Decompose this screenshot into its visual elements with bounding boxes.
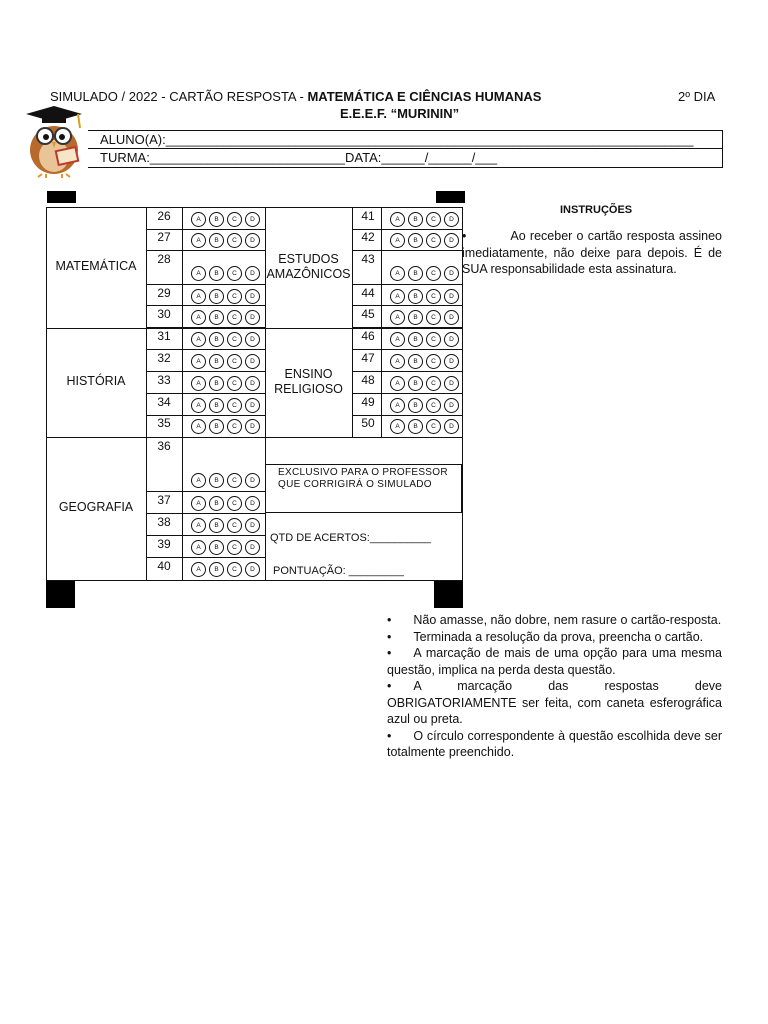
answer-bubble[interactable]: A [390, 310, 405, 325]
student-name-field[interactable]: ALUNO(A):_________________________________________________________________________ [100, 132, 694, 147]
subject-historia: HISTÓRIA [66, 374, 126, 388]
left-question-number: 37 [157, 493, 171, 507]
answer-bubble-row [191, 332, 260, 347]
answer-bubble-row [191, 562, 260, 577]
answer-bubble[interactable]: A [191, 233, 206, 248]
answer-bubble[interactable]: D [444, 289, 459, 304]
instruction-2 [387, 612, 722, 629]
answer-bubble[interactable]: B [408, 398, 423, 413]
left-question-number: 34 [157, 395, 171, 409]
answer-bubble[interactable]: A [191, 496, 206, 511]
answer-bubble-row [191, 310, 260, 325]
answer-bubble[interactable]: C [227, 540, 242, 555]
instructions-title: INSTRUÇÕES [560, 204, 633, 216]
answer-bubble[interactable]: C [426, 289, 441, 304]
professor-title-2: QUE CORRIGIRÁ O SIMULADO [278, 479, 432, 490]
answer-bubble[interactable]: A [191, 354, 206, 369]
left-question-number: 27 [157, 230, 171, 244]
answer-bubble[interactable]: B [209, 398, 224, 413]
answer-bubble[interactable]: D [245, 354, 260, 369]
answer-bubble[interactable]: A [390, 266, 405, 281]
subject-matematica: MATEMÁTICA [55, 259, 137, 273]
left-question-number: 29 [157, 286, 171, 300]
row-divider [352, 284, 463, 285]
answer-bubble[interactable]: B [209, 266, 224, 281]
right-question-number: 42 [361, 230, 375, 244]
answer-bubble[interactable]: B [209, 332, 224, 347]
subject-geografia: GEOGRAFIA [58, 500, 134, 514]
answer-bubble-row [390, 354, 459, 369]
row-divider [146, 393, 266, 394]
answer-bubble[interactable]: D [444, 332, 459, 347]
answer-bubble[interactable]: D [444, 310, 459, 325]
answer-bubble[interactable]: C [426, 419, 441, 434]
ensino-line-2: RELIGIOSO [274, 382, 343, 396]
subject-ensino-religioso [265, 367, 352, 397]
ensino-line-1: ENSINO [284, 367, 333, 381]
answer-bubble[interactable]: C [227, 266, 242, 281]
answer-bubble[interactable]: A [191, 419, 206, 434]
row-divider [146, 284, 266, 285]
corner-marker-top-left [47, 191, 76, 203]
answer-bubble[interactable]: B [209, 289, 224, 304]
right-question-number: 50 [361, 416, 375, 430]
answer-bubble[interactable]: B [408, 233, 423, 248]
answer-bubble[interactable]: A [390, 212, 405, 227]
answer-bubble-row [390, 266, 459, 281]
answer-bubble[interactable]: A [191, 518, 206, 533]
answer-bubble-row [390, 376, 459, 391]
answer-bubble[interactable]: A [390, 376, 405, 391]
right-question-number: 41 [361, 209, 375, 223]
answer-bubble[interactable]: C [426, 266, 441, 281]
answer-bubble[interactable]: B [209, 233, 224, 248]
answer-bubble[interactable]: C [426, 212, 441, 227]
answer-bubble[interactable]: B [209, 212, 224, 227]
left-question-number: 30 [157, 307, 171, 321]
answer-bubble[interactable]: B [209, 310, 224, 325]
answer-bubble[interactable]: A [390, 398, 405, 413]
answer-bubble[interactable]: C [227, 289, 242, 304]
answer-bubble[interactable]: C [227, 212, 242, 227]
answer-bubble[interactable]: A [191, 212, 206, 227]
answer-bubble[interactable]: A [191, 376, 206, 391]
answer-bubble[interactable]: C [227, 518, 242, 533]
answer-bubble[interactable]: A [191, 398, 206, 413]
answer-bubble[interactable]: D [444, 266, 459, 281]
answer-bubble[interactable]: B [408, 310, 423, 325]
answer-bubble[interactable]: C [227, 562, 242, 577]
answer-bubble[interactable]: C [426, 233, 441, 248]
left-question-number: 26 [157, 209, 171, 223]
instruction-1-text: Ao receber o cartão resposta assineo imediatamente, não deixe para depois. É de SUA responsabilidade esta assinatura. [462, 229, 722, 276]
answer-bubble-row [191, 473, 260, 488]
left-question-number: 38 [157, 515, 171, 529]
bullet: • [387, 613, 392, 627]
row-divider [146, 349, 266, 350]
answer-bubble[interactable]: D [444, 212, 459, 227]
row-divider [146, 437, 266, 438]
bullet: • [387, 728, 392, 743]
answer-bubble[interactable]: B [408, 419, 423, 434]
answer-bubble[interactable]: B [209, 419, 224, 434]
row-divider [146, 371, 266, 372]
left-question-number: 33 [157, 373, 171, 387]
answer-bubble-row [390, 233, 459, 248]
answer-bubble[interactable]: C [227, 332, 242, 347]
answer-bubble[interactable]: B [408, 212, 423, 227]
right-question-number: 43 [361, 252, 375, 266]
answer-bubble-row [191, 212, 260, 227]
answer-bubble[interactable]: B [408, 354, 423, 369]
header-subject: MATEMÁTICA E CIÊNCIAS HUMANAS [307, 89, 542, 104]
answer-bubble-row [191, 496, 260, 511]
answer-bubble[interactable]: B [209, 376, 224, 391]
bullet: • [387, 646, 392, 660]
answer-bubble[interactable]: C [227, 233, 242, 248]
answer-bubble[interactable]: C [426, 354, 441, 369]
left-question-number: 40 [157, 559, 171, 573]
right-question-number: 46 [361, 329, 375, 343]
row-divider [352, 327, 463, 328]
answer-bubble[interactable]: B [408, 376, 423, 391]
row-divider [146, 327, 266, 328]
right-question-number: 44 [361, 286, 375, 300]
answer-bubble[interactable]: D [444, 376, 459, 391]
answer-bubble[interactable]: C [227, 354, 242, 369]
correct-count-field[interactable]: QTD DE ACERTOS:__________ [270, 532, 432, 544]
professor-title-1: EXCLUSIVO PARA O PROFESSOR [278, 467, 448, 478]
instruction-5 [387, 678, 722, 728]
answer-bubble[interactable]: C [426, 310, 441, 325]
left-question-number: 39 [157, 537, 171, 551]
answer-bubble[interactable]: A [191, 266, 206, 281]
answer-bubble[interactable]: C [426, 398, 441, 413]
answer-bubble-row [191, 266, 260, 281]
answer-bubble[interactable]: B [408, 332, 423, 347]
answer-bubble[interactable]: A [191, 310, 206, 325]
instruction-1 [462, 228, 722, 278]
answer-bubble[interactable]: B [209, 354, 224, 369]
answer-bubble-row [191, 419, 260, 434]
bullet: • [387, 629, 392, 644]
header-title [50, 89, 541, 104]
answer-bubble[interactable]: D [245, 398, 260, 413]
answer-bubble[interactable]: D [444, 398, 459, 413]
answer-bubble-row [191, 398, 260, 413]
answer-bubble[interactable]: B [408, 289, 423, 304]
instruction-5-text: A marcação das respostas deve OBRIGATORIAMENTE ser feita, com caneta esferográfica azul ou preta. [387, 679, 722, 726]
answer-bubble[interactable]: D [245, 376, 260, 391]
instruction-6 [387, 728, 722, 761]
answer-bubble[interactable]: D [245, 419, 260, 434]
corner-marker-bottom-left [46, 581, 75, 608]
row-divider [146, 491, 266, 492]
answer-bubble[interactable]: D [245, 496, 260, 511]
answer-bubble[interactable]: A [191, 562, 206, 577]
answer-bubble-row [191, 233, 260, 248]
bullet: • [387, 679, 392, 693]
header-day: 2º DIA [678, 89, 716, 104]
corner-marker-top-right [436, 191, 465, 203]
row-divider [352, 349, 463, 350]
school-name: E.E.E.F. “MURININ” [340, 106, 460, 121]
instruction-2-text: Não amasse, não dobre, nem rasure o cartão-resposta. [413, 613, 722, 627]
right-question-number: 48 [361, 373, 375, 387]
class-date-field[interactable]: TURMA:___________________________DATA:______/______/___ [100, 150, 498, 165]
row-divider [146, 535, 266, 536]
answer-bubble[interactable]: A [390, 233, 405, 248]
answer-bubble-row [191, 518, 260, 533]
answer-bubble[interactable]: A [191, 289, 206, 304]
answer-bubble[interactable]: D [245, 562, 260, 577]
right-question-number: 45 [361, 307, 375, 321]
right-question-number: 47 [361, 351, 375, 365]
answer-bubble[interactable]: D [245, 332, 260, 347]
answer-bubble-row [390, 398, 459, 413]
answer-bubble[interactable]: D [245, 310, 260, 325]
answer-bubble[interactable]: A [390, 419, 405, 434]
answer-bubble-row [390, 310, 459, 325]
subject-estudos-amazonicos [265, 252, 352, 282]
row-divider [352, 393, 463, 394]
left-question-number: 36 [157, 439, 171, 453]
answer-bubble[interactable]: A [390, 332, 405, 347]
answer-bubble-row [390, 419, 459, 434]
left-question-number: 35 [157, 416, 171, 430]
answer-bubble[interactable]: B [209, 473, 224, 488]
answer-bubble[interactable]: A [191, 473, 206, 488]
answer-bubble[interactable]: C [227, 419, 242, 434]
right-question-number: 49 [361, 395, 375, 409]
instruction-4 [387, 645, 722, 678]
left-question-number: 28 [157, 252, 171, 266]
answer-bubble[interactable]: B [209, 496, 224, 511]
answer-bubble[interactable]: D [245, 266, 260, 281]
answer-bubble[interactable]: D [444, 419, 459, 434]
instruction-6-text: O círculo correspondente à questão escolhida deve ser totalmente preenchido. [387, 728, 722, 759]
answer-bubble[interactable]: B [209, 518, 224, 533]
answer-bubble[interactable]: B [209, 562, 224, 577]
answer-bubble[interactable]: C [227, 398, 242, 413]
answer-bubble[interactable]: D [444, 233, 459, 248]
answer-bubble[interactable]: A [390, 289, 405, 304]
row-divider [352, 371, 463, 372]
answer-bubble[interactable]: D [245, 289, 260, 304]
estudos-line-2: AMAZÔNICOS [266, 267, 351, 281]
answer-bubble[interactable]: D [245, 233, 260, 248]
answer-bubble[interactable]: A [191, 332, 206, 347]
instructions-list [387, 612, 722, 761]
answer-bubble-row [191, 540, 260, 555]
answer-bubble-row [390, 212, 459, 227]
row-divider [146, 250, 266, 251]
row-divider [146, 557, 266, 558]
answer-bubble[interactable]: D [245, 540, 260, 555]
bullet: • [462, 229, 467, 243]
answer-bubble-row [390, 289, 459, 304]
answer-bubble-row [191, 376, 260, 391]
answer-bubble[interactable]: A [191, 540, 206, 555]
left-question-number: 31 [157, 329, 171, 343]
answer-bubble[interactable]: C [426, 332, 441, 347]
answer-bubble[interactable]: D [444, 354, 459, 369]
answer-bubble[interactable]: B [209, 540, 224, 555]
answer-bubble[interactable]: A [390, 354, 405, 369]
answer-bubble[interactable]: D [245, 473, 260, 488]
answer-bubble[interactable]: B [408, 266, 423, 281]
row-divider [146, 305, 266, 306]
instruction-3 [387, 629, 722, 646]
row-divider [352, 250, 463, 251]
instruction-3-text: Terminada a resolução da prova, preencha o cartão. [413, 629, 704, 644]
answer-bubble-row [390, 332, 459, 347]
estudos-line-1: ESTUDOS [278, 252, 339, 266]
answer-bubble[interactable]: C [227, 376, 242, 391]
instruction-4-text: A marcação de mais de uma opção para uma mesma questão, implica na perda desta questão. [387, 646, 722, 677]
answer-bubble[interactable]: D [245, 212, 260, 227]
left-question-number: 32 [157, 351, 171, 365]
answer-bubble[interactable]: D [245, 518, 260, 533]
answer-bubble[interactable]: C [227, 310, 242, 325]
row-divider [146, 513, 266, 514]
row-divider [352, 305, 463, 306]
answer-bubble[interactable]: C [227, 496, 242, 511]
answer-bubble[interactable]: C [227, 473, 242, 488]
corner-marker-bottom-right [434, 581, 463, 608]
header-prefix: SIMULADO / 2022 - CARTÃO RESPOSTA - [50, 89, 308, 104]
answer-bubble-row [191, 289, 260, 304]
answer-bubble[interactable]: C [426, 376, 441, 391]
score-field[interactable]: PONTUAÇÃO: _________ [273, 565, 404, 577]
owl-graduate-logo [18, 104, 90, 178]
answer-bubble-row [191, 354, 260, 369]
